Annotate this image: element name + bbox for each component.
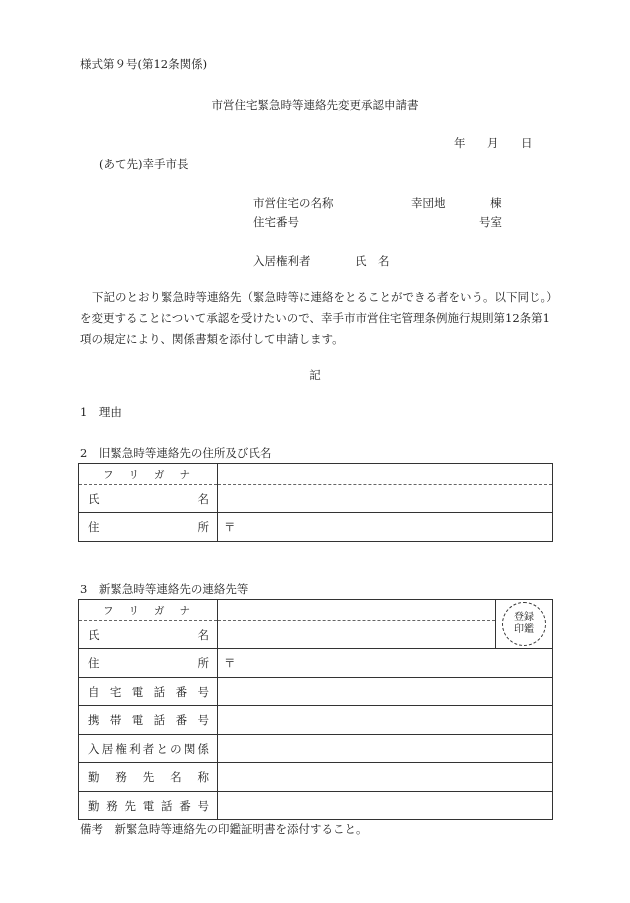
new-address-label: 住 所 (88, 656, 209, 670)
work-phone-label-cell (79, 792, 218, 820)
old-furigana-field[interactable] (218, 464, 553, 485)
old-address-label-cell (79, 513, 218, 542)
tenant-label: 入居権利者 (253, 254, 311, 268)
date-year-label: 年 (454, 136, 466, 150)
form-number: 様式第９号(第12条関係) (80, 57, 208, 71)
new-furigana-field[interactable] (218, 600, 496, 621)
remarks-note: 備考 新緊急時等連絡先の印鑑証明書を添付すること。 (80, 822, 368, 836)
seal-cell (496, 600, 553, 649)
new-furigana-label-cell (79, 600, 218, 621)
mobile-phone-label: 携 帯 電 話 番 号 (88, 713, 209, 727)
old-name-label-cell (79, 485, 218, 513)
relationship-label-cell (79, 735, 218, 763)
page-title: 市営住宅緊急時等連絡先変更承認申請書 (211, 98, 419, 112)
body-text: 下記のとおり緊急時等連絡先（緊急時等に連絡をとることができる者をいう。以下同じ。）を変更することについて承認を受けたいので、幸手市市営住宅管理条例施行規則第12条第1項の規定により、関係書類を添付して申請します。 (80, 290, 552, 346)
section3-heading: 3 新緊急時等連絡先の連絡先等 (80, 582, 249, 596)
old-name-label: 氏 名 (88, 491, 209, 506)
section1-heading: 1 理由 (80, 405, 122, 419)
old-contact-table (78, 463, 553, 542)
work-phone-label: 勤 務 先 電 話 番 号 (88, 798, 209, 813)
unit-number-label: 住宅番号 (253, 215, 299, 229)
workplace-label-cell (79, 763, 218, 792)
housing-name-label: 市営住宅の名称 (253, 196, 334, 210)
old-furigana-label: フ リ ガ ナ (103, 468, 190, 481)
old-furigana-label-cell (79, 464, 218, 485)
old-address-label: 住 所 (88, 520, 209, 534)
date-day-label: 日 (521, 136, 533, 150)
old-address-field[interactable] (218, 513, 553, 542)
new-name-field[interactable] (218, 621, 496, 649)
mobile-phone-field[interactable] (218, 706, 553, 735)
relationship-field[interactable] (218, 735, 553, 763)
home-phone-label-cell (79, 678, 218, 706)
complex-name: 幸団地 (411, 196, 446, 210)
section2-heading: 2 旧緊急時等連絡先の住所及び氏名 (80, 446, 272, 460)
unit-suffix: 号室 (479, 215, 502, 229)
workplace-label: 勤 務 先 名 称 (88, 770, 209, 784)
new-name-label: 氏 名 (88, 627, 209, 642)
new-address-label-cell (79, 649, 218, 678)
ki-label: 記 (309, 368, 321, 382)
new-name-label-cell (79, 621, 218, 649)
new-postal-mark: 〒 (224, 656, 236, 670)
tenant-name-label: 氏 名 (355, 254, 390, 268)
old-postal-mark: 〒 (224, 520, 236, 534)
addressee: (あて先)幸手市長 (99, 157, 189, 171)
building-suffix: 棟 (490, 196, 502, 210)
work-phone-field[interactable] (218, 792, 553, 820)
registered-seal-circle[interactable] (502, 602, 546, 646)
seal-label-line1: 登録 (514, 611, 534, 623)
home-phone-label: 自 宅 電 話 番 号 (88, 684, 209, 699)
home-phone-field[interactable] (218, 678, 553, 706)
date-month-label: 月 (487, 136, 499, 150)
mobile-phone-label-cell (79, 706, 218, 735)
seal-label-line2: 印鑑 (514, 624, 534, 635)
old-name-field[interactable] (218, 485, 553, 513)
workplace-field[interactable] (218, 763, 553, 792)
new-contact-table (78, 599, 553, 820)
new-address-field[interactable] (218, 649, 553, 678)
new-furigana-label: フ リ ガ ナ (103, 604, 190, 617)
relationship-label: 入 居 権 利 者 と の 関 係 (88, 741, 209, 756)
